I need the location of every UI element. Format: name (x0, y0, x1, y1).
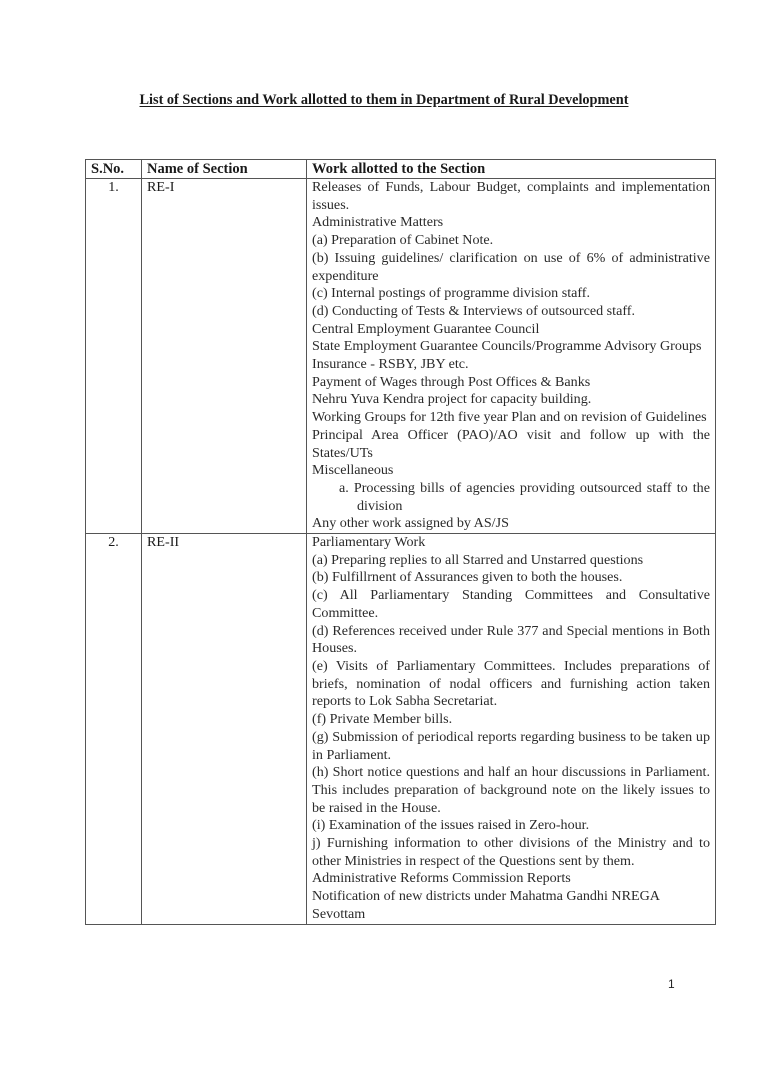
header-sno: S.No. (86, 160, 142, 179)
work-subitem: a. Processing bills of agencies providing outsourced staff to the division (339, 479, 710, 514)
work-item: (i) Examination of the issues raised in Zero-hour. (312, 817, 590, 834)
work-item: Central Employment Guarantee Council (312, 320, 540, 337)
sections-table (85, 159, 716, 925)
row-section-name: RE-II (142, 534, 307, 924)
work-item: (b) Fulfillrnent of Assurances given to both the houses. (312, 569, 623, 586)
work-item: (b) Issuing guidelines/ clarification on use of 6% of administrative expenditure (312, 249, 710, 284)
work-item: (c) Internal postings of programme division staff. (312, 285, 591, 302)
work-item: Notification of new districts under Mahatma Gandhi NREGA (312, 888, 660, 905)
row-work-cell (307, 179, 716, 534)
work-item: (a) Preparation of Cabinet Note. (312, 232, 494, 249)
work-item: j) Furnishing information to other divisions of the Ministry and to other Ministries in respect of the Questions sent by them. (312, 835, 710, 869)
work-item: Any other work assigned by AS/JS (312, 515, 509, 532)
work-item: Sevottam (312, 905, 366, 922)
work-item: Nehru Yuva Kendra project for capacity building. (312, 391, 592, 408)
table-row (86, 534, 716, 924)
row-section-name: RE-I (142, 179, 307, 534)
row-sno: 2. (86, 534, 142, 924)
work-item: State Employment Guarantee Councils/Programme Advisory Groups (312, 338, 702, 355)
work-item: (c) All Parliamentary Standing Committees and Consultative Committee. (312, 587, 710, 621)
work-item: (h) Short notice questions and half an hour discussions in Parliament. This includes preparation of background note on the likely issues to be raised in the House. (312, 764, 710, 816)
work-item: Parliamentary Work (312, 534, 426, 551)
work-item: Administrative Reforms Commission Reports (312, 870, 571, 887)
work-item: (d) References received under Rule 377 and Special mentions in Both Houses. (312, 622, 710, 657)
work-item: Working Groups for 12th five year Plan and on revision of Guidelines (312, 409, 707, 426)
work-item: Insurance - RSBY, JBY etc. (312, 356, 469, 373)
header-section-name: Name of Section (142, 160, 307, 179)
document-title: List of Sections and Work allotted to them in Department of Rural Development (139, 92, 629, 108)
work-item: Releases of Funds, Labour Budget, complaints and implementation issues. (312, 179, 710, 213)
work-item: (d) Conducting of Tests & Interviews of outsourced staff. (312, 302, 635, 319)
page-number: 1 (668, 977, 675, 991)
row-sno: 1. (86, 179, 142, 534)
work-item: Administrative Matters (312, 214, 444, 231)
table-header-row (86, 160, 716, 179)
work-item: Miscellaneous (312, 462, 394, 479)
work-item: Payment of Wages through Post Offices & Banks (312, 373, 591, 390)
work-item: Principal Area Officer (PAO)/AO visit and follow up with the States/UTs (312, 426, 710, 461)
row-work-cell (307, 534, 716, 924)
work-item: (a) Preparing replies to all Starred and Unstarred questions (312, 551, 644, 568)
header-work-allotted: Work allotted to the Section (307, 160, 716, 179)
work-item: (g) Submission of periodical reports regarding business to be taken up in Parliament. (312, 728, 710, 763)
work-item: (e) Visits of Parliamentary Committees. Includes preparations of briefs, nomination of nodal officers and furnishing action taken reports to Lok Sabha Secretariat. (312, 657, 710, 710)
table-row (86, 179, 716, 534)
work-item: (f) Private Member bills. (312, 711, 453, 728)
